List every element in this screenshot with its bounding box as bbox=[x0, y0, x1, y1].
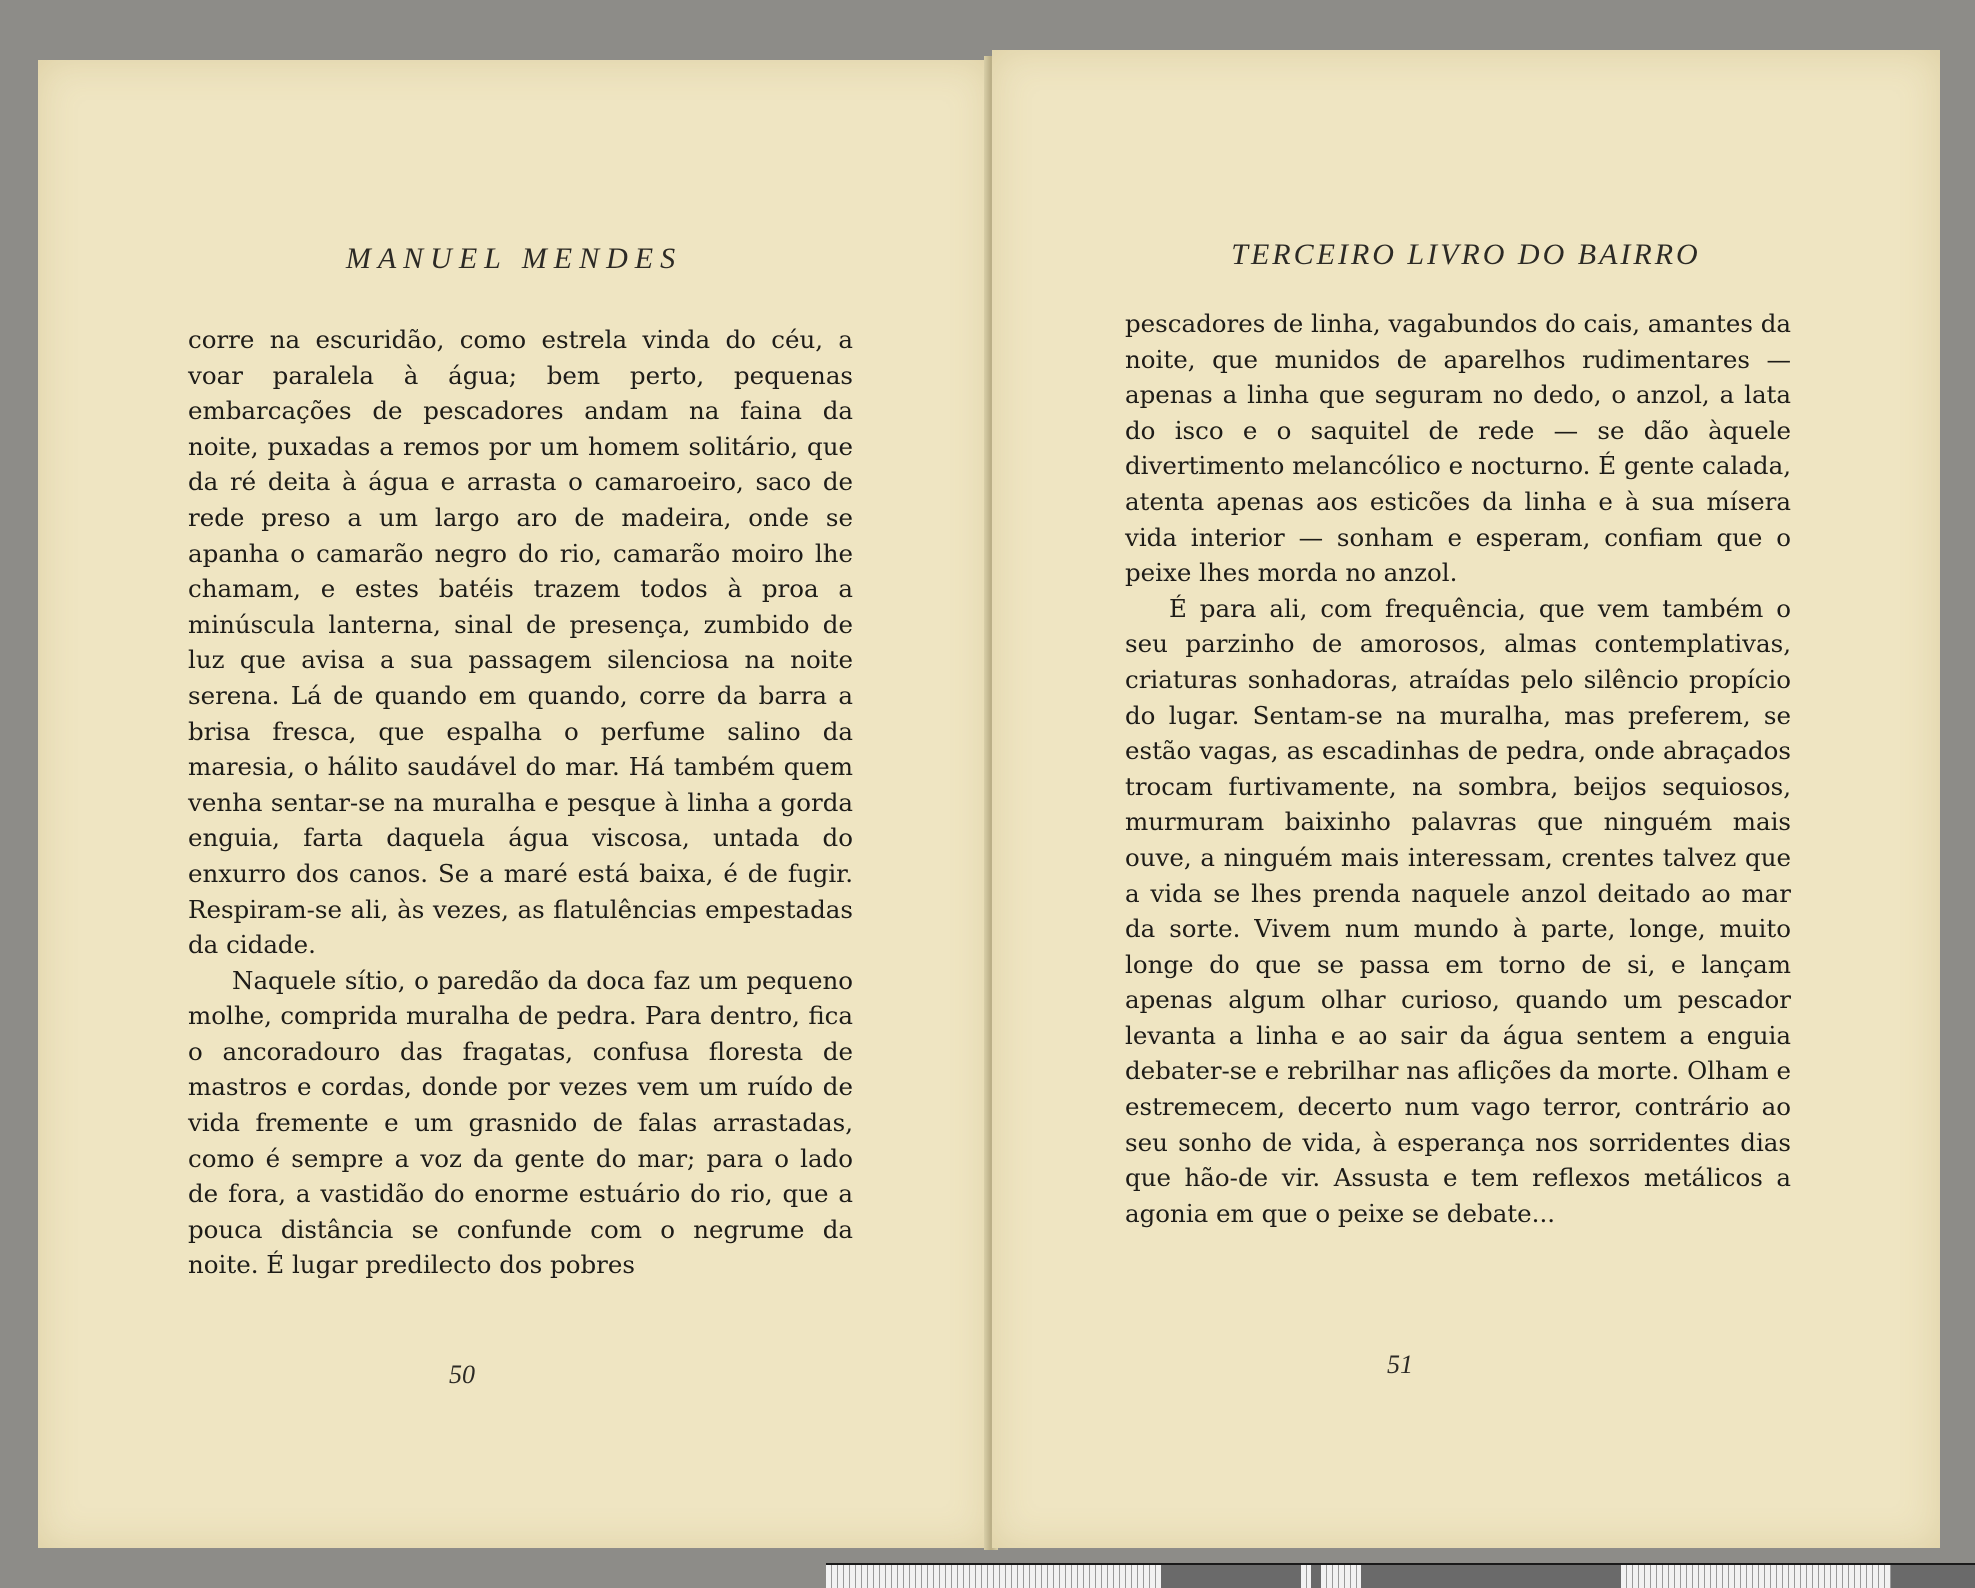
scale-ruler bbox=[826, 1563, 1975, 1588]
ruler-segment bbox=[1891, 1565, 1975, 1588]
ruler-segment bbox=[1161, 1565, 1301, 1588]
paragraph: Naquele sítio, o paredão da doca faz um pequeno molhe, comprida muralha de pedra. Para dentro, fica o ancoradouro das fragatas, confusa floresta de mastros e cordas, donde por vezes vem um ruído de vida fremente e um grasnido de falas arrastadas, como é sempre a voz da gente do mar; para o lado de fora, a vastidão do enorme estuário do rio, que a pouca distância se confunde com o negrume da noite. É lugar predilecto dos pobres bbox=[188, 965, 853, 1280]
ruler-segment bbox=[1361, 1565, 1621, 1588]
running-head-left: MANUEL MENDES bbox=[345, 242, 683, 275]
body-text-right bbox=[1125, 306, 1791, 1231]
ruler-segment bbox=[1311, 1565, 1321, 1588]
right-page bbox=[992, 50, 1940, 1548]
paragraph: pescadores de linha, vagabundos do cais, amantes da noite, que munidos de aparelhos rudimentares — apenas a linha que seguram no dedo, o anzol, a lata do isco e o saquitel de rede — se dão àquele divertimento melancólico e nocturno. É gente calada, atenta apenas aos esticões da linha e à sua mísera vida interior — sonham e esperam, confiam que o peixe lhes morda no anzol. bbox=[1125, 309, 1791, 588]
ruler-segment bbox=[1321, 1565, 1361, 1588]
left-page bbox=[38, 60, 990, 1548]
page-number-left: 50 bbox=[449, 1360, 475, 1389]
page-number-right: 51 bbox=[1387, 1350, 1413, 1379]
ruler-segment bbox=[1621, 1565, 1891, 1588]
ruler-segment bbox=[826, 1565, 1161, 1588]
body-text-left bbox=[188, 322, 853, 1283]
ruler-segment bbox=[1301, 1565, 1311, 1588]
paragraph: corre na escuridão, como estrela vinda do céu, a voar paralela à água; bem perto, pequenas embarcações de pescadores andam na faina da noite, puxadas a remos por um homem solitário, que da ré deita à água e arrasta o camaroeiro, saco de rede preso a um largo aro de madeira, onde se apanha o camarão negro do rio, camarão moiro lhe chamam, e estes batéis trazem todos à proa a minúscula lanterna, sinal de presença, zumbido de luz que avisa a sua passagem silenciosa na noite serena. Lá de quando em quando, corre da barra a brisa fresca, que espalha o perfume salino da maresia, o hálito saudável do mar. Há também quem venha sentar-se na muralha e pesque à linha a gorda enguia, farta daquela água viscosa, untada do enxurro dos canos. Se a maré está baixa, é de fugir. Respiram-se ali, às vezes, as flatulências empestadas da cidade. bbox=[188, 325, 853, 960]
paragraph: É para ali, com frequência, que vem também o seu parzinho de amorosos, almas contemplativas, criaturas sonhadoras, atraídas pelo silêncio propício do lugar. Sentam-se na muralha, mas preferem, se estão vagas, as escadinhas de pedra, onde abraçados trocam furtivamente, na sombra, beijos sequiosos, murmuram baixinho palavras que ninguém mais ouve, a ninguém mais interessam, crentes talvez que a vida se lhes prenda naquele anzol deitado ao mar da sorte. Vivem num mundo à parte, longe, muito longe do que se passa em torno de si, e lançam apenas algum olhar curioso, quando um pescador levanta a linha e ao sair da água sentem a enguia debater-se e rebrilhar nas aflições da morte. Olham e estremecem, decerto num vago terror, contrário ao seu sonho de vida, à esperança nos sorridentes dias que hão-de vir. Assusta e tem reflexos metálicos a agonia em que o peixe se debate... bbox=[1125, 593, 1791, 1228]
running-head-right: TERCEIRO LIVRO DO BAIRRO bbox=[1231, 238, 1701, 271]
